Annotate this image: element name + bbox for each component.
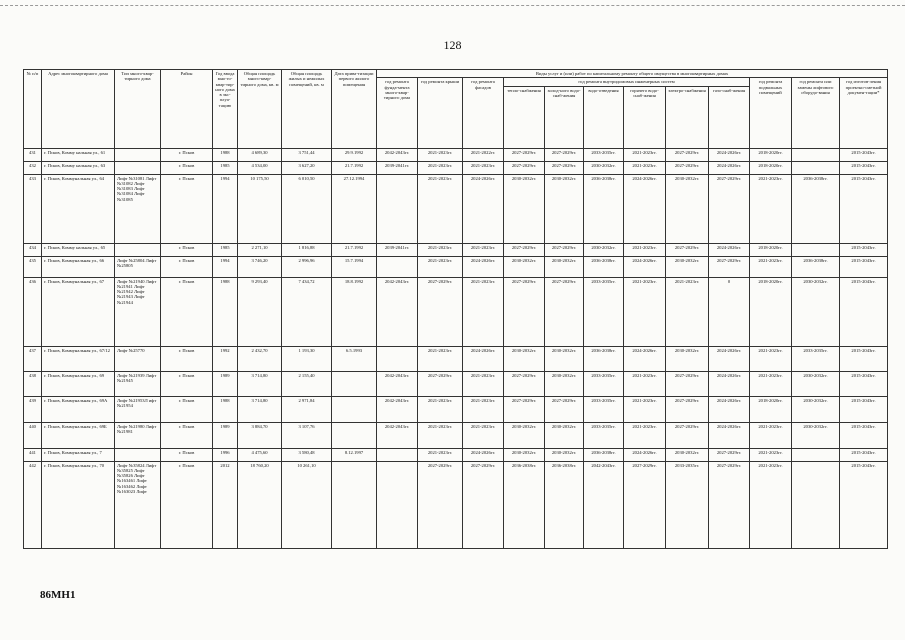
cell-elevator	[115, 448, 161, 461]
table-row	[24, 277, 888, 346]
cell-num: 439	[24, 396, 42, 422]
cell-basement: 2018-2020гг.	[750, 277, 792, 346]
table-row	[24, 371, 888, 396]
cell-design: 2015-2043гг.	[840, 243, 888, 256]
capital-repair-table-wrapper	[23, 69, 881, 549]
header-facade: год ремонта фасадов	[463, 78, 504, 148]
cell-privatization-date: 8.12.1997	[332, 448, 377, 461]
cell-elevator: Лифт №31081 Лифт №31082 Лифт №31083 Лифт №31084 Лифт №31085	[115, 174, 161, 243]
cell-cold-water: 2030-2032гг.	[545, 448, 584, 461]
cell-total-area: 18 760,20	[238, 461, 282, 548]
cell-living-area: 10 261,10	[282, 461, 332, 548]
cell-gas: 2024-2026гг.	[709, 371, 750, 396]
cell-facade: 2024-2026гг.	[463, 256, 504, 277]
header-roof: год ремонта крыши	[418, 78, 463, 148]
cell-roof: 2021-2023гг.	[418, 422, 463, 448]
cell-electric: 2027-2029гг.	[666, 422, 709, 448]
cell-electric: 2027-2029гг.	[666, 161, 709, 174]
cell-facade: 2021-2023гг.	[463, 161, 504, 174]
cell-elevator: Лифт №25770	[115, 346, 161, 371]
cell-total-area: 3 746,20	[238, 256, 282, 277]
header-elevator: Тип много-квар-тирного дома	[115, 70, 161, 149]
cell-sewer: 2036-2038гг.	[584, 346, 624, 371]
cell-lift: 2030-2032гг.	[792, 422, 840, 448]
cell-facade: 2024-2026гг.	[463, 174, 504, 243]
cell-cold-water: 2027-2029гг.	[545, 277, 584, 346]
cell-address: г. Псков, Коммунальная ул., 67	[42, 277, 115, 346]
cell-basement: 2021-2023гг.	[750, 174, 792, 243]
cell-heat: 2030-2032гг.	[504, 174, 545, 243]
header-hot-water: горячего водо-снаб-жения	[624, 86, 666, 148]
cell-design: 2015-2043гг.	[840, 448, 888, 461]
cell-roof: 2027-2029гг.	[418, 371, 463, 396]
cell-heat: 2027-2029гг.	[504, 396, 545, 422]
cell-privatization-date	[332, 422, 377, 448]
cell-design: 2015-2043гг.	[840, 161, 888, 174]
cell-year: 1988	[213, 148, 238, 161]
cell-total-area: 3 714,80	[238, 396, 282, 422]
cell-electric: 2021-2023гг.	[666, 277, 709, 346]
cell-elevator	[115, 243, 161, 256]
cell-num: 431	[24, 148, 42, 161]
cell-sewer: 2033-2035гг.	[584, 148, 624, 161]
cell-privatization-date	[332, 396, 377, 422]
cell-year: 1994	[213, 174, 238, 243]
cell-gas: 2024-2026гг.	[709, 396, 750, 422]
cell-lift: 2036-2038гг.	[792, 256, 840, 277]
cell-foundation: 2042-2043гг.	[377, 277, 418, 346]
cell-lift: 2033-2035гг.	[792, 346, 840, 371]
cell-address: г. Псков, Коммунальная ул., 69Б	[42, 422, 115, 448]
header-basement: год ремонта подвальных помещений	[750, 78, 792, 148]
cell-basement: 2018-2020гг.	[750, 161, 792, 174]
cell-roof: 2021-2023гг.	[418, 243, 463, 256]
cell-basement: 2021-2023гг.	[750, 346, 792, 371]
cell-roof: 2021-2023гг.	[418, 396, 463, 422]
cell-gas: 2024-2026гг.	[709, 346, 750, 371]
cell-year: 1985	[213, 161, 238, 174]
table-row	[24, 256, 888, 277]
page-top-edge	[0, 5, 905, 6]
cell-heat: 2027-2029гг.	[504, 243, 545, 256]
cell-sewer: 2036-2038гг.	[584, 256, 624, 277]
cell-hot-water: 2024-2026гг.	[624, 346, 666, 371]
cell-hot-water: 2021-2023гг.	[624, 161, 666, 174]
header-cold-water: холод-ного водо-снаб-жения	[545, 86, 584, 148]
cell-cold-water: 2027-2029гг.	[545, 396, 584, 422]
header-total-area: Общая площадь много-квар-тирного дома, кв. м	[238, 70, 282, 149]
cell-basement: 2021-2023гг.	[750, 371, 792, 396]
header-lift: год ремонта или замены лифтового оборудо-вания	[792, 78, 840, 148]
cell-sewer: 2030-2032гг.	[584, 243, 624, 256]
cell-design: 2015-2043гг.	[840, 396, 888, 422]
cell-design: 2015-2043гг.	[840, 277, 888, 346]
cell-privatization-date: 21.7.1992	[332, 161, 377, 174]
cell-total-area: 9 293,40	[238, 277, 282, 346]
cell-privatization-date: 6.5.1993	[332, 346, 377, 371]
cell-cold-water: 2027-2029гг.	[545, 243, 584, 256]
page-number: 128	[443, 38, 462, 52]
document-code: 86MH1	[40, 589, 76, 601]
cell-basement: 2021-2023гг.	[750, 448, 792, 461]
cell-foundation	[377, 448, 418, 461]
cell-gas: 2024-2026гг.	[709, 161, 750, 174]
header-electric: электро-снабжения	[666, 86, 709, 148]
cell-lift	[792, 448, 840, 461]
cell-year: 1996	[213, 448, 238, 461]
cell-total-area: 4 689,30	[238, 148, 282, 161]
cell-gas: 2027-2029гг.	[709, 448, 750, 461]
cell-total-area: 3 884,70	[238, 422, 282, 448]
cell-electric: 2030-2032гг.	[666, 174, 709, 243]
cell-living-area: 1 193,30	[282, 346, 332, 371]
header-living-area: Общая площадь жилых и нежилых помещений, кв. м	[282, 70, 332, 149]
cell-roof: 2027-2029гг.	[418, 461, 463, 548]
cell-roof: 2027-2029гг.	[418, 277, 463, 346]
cell-district: г. Псков	[161, 174, 213, 243]
table-row	[24, 396, 888, 422]
cell-address: г. Псков, Коммунальная ул., 67/12	[42, 346, 115, 371]
cell-gas: 2024-2026гг.	[709, 148, 750, 161]
cell-hot-water: 2024-2026гг.	[624, 448, 666, 461]
cell-roof: 2021-2023гг.	[418, 256, 463, 277]
cell-heat: 2027-2029гг.	[504, 148, 545, 161]
cell-electric: 2030-2032гг.	[666, 256, 709, 277]
cell-lift	[792, 161, 840, 174]
cell-privatization-date: 15.7.1994	[332, 256, 377, 277]
cell-year: 1985	[213, 243, 238, 256]
cell-lift	[792, 461, 840, 548]
cell-foundation: 2039-2041гг.	[377, 243, 418, 256]
cell-address: г. Псков, Коммунальная ул., 69	[42, 371, 115, 396]
cell-living-area: 6 010,50	[282, 174, 332, 243]
cell-design: 2015-2043гг.	[840, 461, 888, 548]
cell-year: 1988	[213, 396, 238, 422]
cell-living-area: 3 107,76	[282, 422, 332, 448]
cell-year: 1988	[213, 277, 238, 346]
cell-heat: 2030-2032гг.	[504, 346, 545, 371]
cell-living-area: 2 996,96	[282, 256, 332, 277]
cell-foundation: 2042-2043гг.	[377, 396, 418, 422]
cell-living-area: 3 627,20	[282, 161, 332, 174]
cell-design: 2015-2043гг.	[840, 174, 888, 243]
cell-district: г. Псков	[161, 148, 213, 161]
cell-heat: 2030-2032гг.	[504, 422, 545, 448]
cell-basement: 2018-2020гг.	[750, 243, 792, 256]
cell-gas: 2024-2026гг.	[709, 243, 750, 256]
cell-sewer: 2030-2032гг.	[584, 161, 624, 174]
cell-gas: 2027-2029гг.	[709, 256, 750, 277]
cell-elevator: Лифт №21980 Лифт №21981	[115, 422, 161, 448]
cell-heat: 2027-2029гг.	[504, 277, 545, 346]
cell-district: г. Псков	[161, 256, 213, 277]
cell-year: 1989	[213, 422, 238, 448]
cell-foundation: 2042-2043гг.	[377, 371, 418, 396]
cell-num: 433	[24, 174, 42, 243]
table-row	[24, 243, 888, 256]
cell-address: г. Псков, Комму нальная ул., 63	[42, 161, 115, 174]
cell-sewer: 2036-2038гг.	[584, 174, 624, 243]
cell-facade: 2027-2029гг.	[463, 461, 504, 548]
cell-elevator: Лифт №21940 Лифт №21941 Лифт №21942 Лифт №21943 Лифт №21944	[115, 277, 161, 346]
cell-elevator: Лифт №21953Л ифт №21954	[115, 396, 161, 422]
cell-cold-water: 2030-2032гг.	[545, 256, 584, 277]
capital-repair-table	[23, 69, 888, 549]
cell-district: г. Псков	[161, 371, 213, 396]
cell-living-area: 3 751,44	[282, 148, 332, 161]
cell-foundation	[377, 174, 418, 243]
cell-gas: 0	[709, 277, 750, 346]
cell-num: 437	[24, 346, 42, 371]
cell-elevator: Лифт №21939 Лифт №21945	[115, 371, 161, 396]
cell-total-area: 4 534,00	[238, 161, 282, 174]
cell-district: г. Псков	[161, 161, 213, 174]
cell-elevator	[115, 148, 161, 161]
cell-address: г. Псков, Коммунальная ул., 7	[42, 448, 115, 461]
cell-sewer: 2033-2035гг.	[584, 422, 624, 448]
cell-basement: 2021-2023гг.	[750, 422, 792, 448]
cell-sewer: 2033-2035гг.	[584, 277, 624, 346]
cell-facade: 2021-2023гг.	[463, 396, 504, 422]
cell-elevator: Лифт №25804 Лифт №25805	[115, 256, 161, 277]
cell-basement: 2021-2023гг.	[750, 461, 792, 548]
cell-electric: 2027-2029гг.	[666, 243, 709, 256]
table-row	[24, 448, 888, 461]
cell-year: 2012	[213, 461, 238, 548]
cell-cold-water: 2030-2032гг.	[545, 174, 584, 243]
cell-address: г. Псков, Комму нальная ул., 61	[42, 148, 115, 161]
cell-foundation	[377, 461, 418, 548]
cell-electric: 2030-2032гг.	[666, 346, 709, 371]
cell-cold-water: 2030-2032гг.	[545, 422, 584, 448]
cell-hot-water: 2021-2023гг.	[624, 243, 666, 256]
cell-hot-water: 2021-2023гг.	[624, 422, 666, 448]
cell-facade: 2021-2022гг.	[463, 148, 504, 161]
cell-lift: 2030-2032гг.	[792, 371, 840, 396]
cell-privatization-date: 27.12.1994	[332, 174, 377, 243]
cell-district: г. Псков	[161, 243, 213, 256]
header-num: № п/п	[24, 70, 42, 149]
cell-num: 440	[24, 422, 42, 448]
cell-basement: 2021-2023гг.	[750, 256, 792, 277]
cell-privatization-date: 18.8.1992	[332, 277, 377, 346]
cell-roof: 2021-2023гг.	[418, 148, 463, 161]
cell-num: 432	[24, 161, 42, 174]
header-year: Год ввода мно-го-квар-тир-ного дома в экс-плуа-тацию	[213, 70, 238, 149]
cell-num: 435	[24, 256, 42, 277]
cell-electric: 2030-2032гг.	[666, 448, 709, 461]
cell-foundation: 2039-2041гг.	[377, 161, 418, 174]
cell-elevator: Лифт №35824 Лифт №35825 Лифт №35826 Лифт №163461 Лифт №163462 Лифт №163023 Лифт	[115, 461, 161, 548]
cell-lift	[792, 148, 840, 161]
table-row	[24, 174, 888, 243]
cell-lift: 2030-2032гг.	[792, 277, 840, 346]
cell-sewer: 2033-2035гг.	[584, 396, 624, 422]
cell-design: 2015-2043гг.	[840, 422, 888, 448]
cell-foundation	[377, 256, 418, 277]
cell-sewer: 2042-2043гг.	[584, 461, 624, 548]
cell-gas: 2024-2026гг.	[709, 422, 750, 448]
header-gas: газо-снаб-жения	[709, 86, 750, 148]
cell-hot-water: 2021-2023гг.	[624, 396, 666, 422]
cell-hot-water: 2021-2023гг.	[624, 277, 666, 346]
header-heat: тепло-снабжения	[504, 86, 545, 148]
cell-lift	[792, 243, 840, 256]
cell-foundation: 2042-2043гг.	[377, 148, 418, 161]
cell-roof: 2021-2023гг.	[418, 161, 463, 174]
cell-privatization-date: 29.9.1992	[332, 148, 377, 161]
cell-year: 1989	[213, 371, 238, 396]
cell-living-area: 3 580,48	[282, 448, 332, 461]
cell-num: 438	[24, 371, 42, 396]
cell-design: 2015-2043гг.	[840, 256, 888, 277]
cell-heat: 2030-2032гг.	[504, 448, 545, 461]
table-row	[24, 461, 888, 548]
cell-design: 2015-2043гг.	[840, 371, 888, 396]
cell-district: г. Псков	[161, 346, 213, 371]
cell-facade: 2024-2026гг.	[463, 448, 504, 461]
cell-electric: 2033-2035гг.	[666, 461, 709, 548]
cell-basement: 2018-2020гг.	[750, 396, 792, 422]
cell-design: 2015-2043гг.	[840, 346, 888, 371]
cell-district: г. Псков	[161, 396, 213, 422]
cell-address: г. Псков, Коммунальная ул., 69А	[42, 396, 115, 422]
cell-gas: 2027-2029гг.	[709, 174, 750, 243]
cell-living-area: 1 816,88	[282, 243, 332, 256]
table-row	[24, 148, 888, 161]
cell-cold-water: 2027-2029гг.	[545, 161, 584, 174]
cell-cold-water: 2036-2038гг.	[545, 461, 584, 548]
table-row	[24, 161, 888, 174]
cell-hot-water: 2021-2023гг.	[624, 148, 666, 161]
cell-sewer: 2033-2035гг.	[584, 371, 624, 396]
cell-facade: 2021-2023гг.	[463, 243, 504, 256]
cell-design: 2015-2043гг.	[840, 148, 888, 161]
cell-roof: 2021-2023гг.	[418, 346, 463, 371]
cell-living-area: 2 971,84	[282, 396, 332, 422]
cell-hot-water: 2027-2029гг.	[624, 461, 666, 548]
cell-foundation: 2042-2043гг.	[377, 422, 418, 448]
cell-year: 1992	[213, 346, 238, 371]
cell-privatization-date: 21.7.1992	[332, 243, 377, 256]
cell-hot-water: 2021-2023гг.	[624, 371, 666, 396]
header-sewer: водо-отведения	[584, 86, 624, 148]
header-design: год изготов-ления проектно-сметной докумен-тации*	[840, 78, 888, 148]
cell-hot-water: 2024-2026гг.	[624, 256, 666, 277]
header-services-group: Виды услуг и (или) работ по капитальному ремонту общего имущества в многоквартирных домах	[377, 70, 888, 78]
cell-electric: 2027-2029гг.	[666, 148, 709, 161]
cell-electric: 2027-2029гг.	[666, 371, 709, 396]
cell-cold-water: 2027-2029гг.	[545, 148, 584, 161]
cell-district: г. Псков	[161, 448, 213, 461]
cell-num: 436	[24, 277, 42, 346]
cell-num: 441	[24, 448, 42, 461]
cell-sewer: 2036-2038гг.	[584, 448, 624, 461]
cell-district: г. Псков	[161, 277, 213, 346]
cell-lift: 2036-2038гг.	[792, 174, 840, 243]
cell-lift: 2030-2032гг.	[792, 396, 840, 422]
cell-cold-water: 2030-2032гг.	[545, 371, 584, 396]
cell-facade: 2021-2023гг.	[463, 422, 504, 448]
cell-hot-water: 2024-2026гг.	[624, 174, 666, 243]
cell-facade: 2021-2023гг.	[463, 371, 504, 396]
table-header	[24, 70, 888, 149]
cell-total-area: 2 432,70	[238, 346, 282, 371]
cell-privatization-date	[332, 461, 377, 548]
cell-living-area: 2 155,40	[282, 371, 332, 396]
cell-heat: 2027-2029гг.	[504, 161, 545, 174]
cell-roof: 2021-2023гг.	[418, 174, 463, 243]
cell-district: г. Псков	[161, 422, 213, 448]
cell-total-area: 4 475,60	[238, 448, 282, 461]
cell-roof: 2021-2023гг.	[418, 448, 463, 461]
cell-address: г. Псков, Коммунальная ул., 70	[42, 461, 115, 548]
cell-address: г. Псков, Коммунальная ул., 66	[42, 256, 115, 277]
cell-heat: 2036-2038гг.	[504, 461, 545, 548]
cell-cold-water: 2030-2032гг.	[545, 346, 584, 371]
cell-foundation	[377, 346, 418, 371]
header-foundation: год ремонта фунда-мента много-квар-тирного дома	[377, 78, 418, 148]
cell-num: 442	[24, 461, 42, 548]
cell-address: г. Псков, Комму нальная ул., 65	[42, 243, 115, 256]
cell-year: 1994	[213, 256, 238, 277]
cell-privatization-date	[332, 371, 377, 396]
cell-district: г. Псков	[161, 461, 213, 548]
header-district: Район	[161, 70, 213, 149]
cell-facade: 2024-2026гг.	[463, 346, 504, 371]
cell-total-area: 3 714,80	[238, 371, 282, 396]
cell-basement: 2018-2020гг.	[750, 148, 792, 161]
cell-heat: 2030-2032гг.	[504, 256, 545, 277]
cell-elevator	[115, 161, 161, 174]
cell-heat: 2027-2029гг.	[504, 371, 545, 396]
cell-num: 434	[24, 243, 42, 256]
cell-living-area: 7 434,72	[282, 277, 332, 346]
header-privatization-date: Дата прива-тизации первого жилого помещения	[332, 70, 377, 149]
header-address: Адрес многоквартирного дома	[42, 70, 115, 149]
table-row	[24, 422, 888, 448]
cell-total-area: 10 175,50	[238, 174, 282, 243]
cell-facade: 2021-2023гг.	[463, 277, 504, 346]
cell-gas: 2027-2029гг.	[709, 461, 750, 548]
header-systems-group: год ремонта внутридомовых инженерных систем	[504, 78, 750, 86]
cell-electric: 2027-2029гг.	[666, 396, 709, 422]
table-row	[24, 346, 888, 371]
cell-total-area: 2 271,10	[238, 243, 282, 256]
cell-address: г. Псков, Коммунальная ул., 64	[42, 174, 115, 243]
table-body	[24, 148, 888, 548]
